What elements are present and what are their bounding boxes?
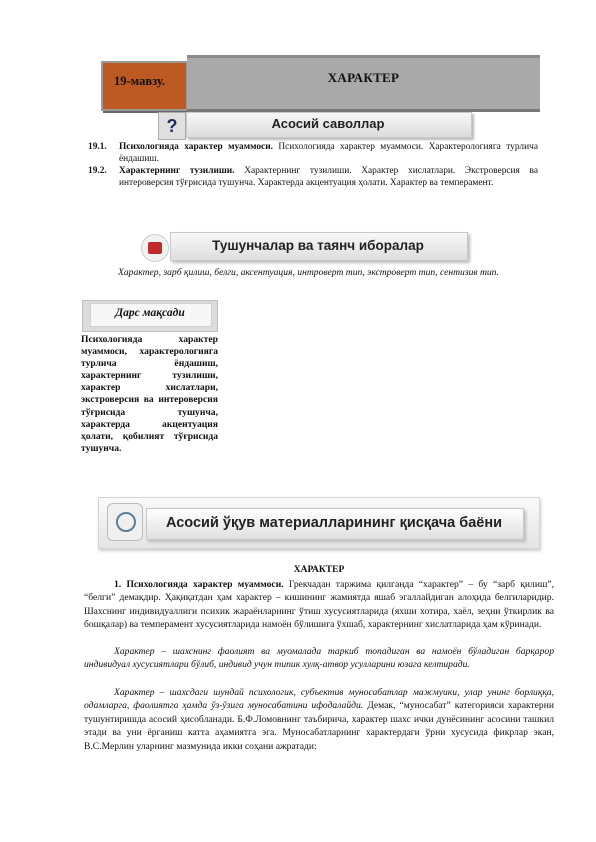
question-text (119, 142, 538, 165)
question-heading: Психологияда характер муаммоси. (119, 142, 273, 152)
concepts-banner-title: Тушунчалар ва таянч иборалар (212, 238, 424, 253)
paragraph-1 (84, 578, 554, 632)
section-title: ХАРАКТЕР (293, 565, 345, 575)
paragraph-heading: 1. Психологияда характер муаммоси. (114, 579, 284, 590)
question-body: Психологияда характер муаммоси. Характерологияга турлича ёндашиш. (119, 142, 538, 164)
lock-icon (141, 234, 169, 262)
concepts-text: Характер, зарб қилиш, белги, аксентуация, интроверт тип, экстроверт тип, сентизив тип. (118, 267, 499, 278)
question-heading: Характернинг тузилиши. (119, 166, 235, 176)
question-number: 19.2. (88, 166, 107, 176)
page-title: ХАРАКТЕР (327, 70, 400, 85)
paragraph-3 (84, 686, 554, 753)
question-item (88, 142, 538, 166)
question-text (119, 166, 538, 189)
paragraph-2: Характер – шахснинг фаолият ва муомалада таркиб топадиган ва намоён бўладиган барқарор индивидуал хусусиятлари бўлиб, индивид учун типик хулқ-атвор усулларини юзага келтиради. (84, 646, 554, 671)
questions-banner-title: Асосий саволлар (271, 116, 385, 131)
question-number: 19.1. (88, 142, 107, 152)
question-body: Характернинг тузилиши. Характер хислатлари. Экстроверсия ва интероверсия тўғрисида тушунча. Характерда акцентуация ҳолати. Характер ва темперамент. (119, 166, 538, 188)
question-item (88, 166, 538, 202)
goal-label: Дарс мақсади (115, 307, 185, 319)
goal-text: Психологияда характер муаммоси, характерологияга турлича ёндашиш, характернинг тузилиши, характер хислатлари, экстроверсия ва интероверсия тўғрисида тушунча, характерда акцентуация ҳолати, қобилият тўғрисида тушунча. (81, 334, 218, 454)
study-banner-title: Асосий ўқув материалларининг қисқача баёни (165, 515, 503, 531)
paragraph-1-text: Грекчадан таржима қилганда “характер” – бу “зарб қилиш”, “белги” демакдир. Ҳақиқатдан ҳам характер – кишининг жамиятда яшаб эгаллайдиган алоҳида белгиларидир. Шахснинг индивидуаллиги психик жараёнларнинг ўтиш хусусиятларида (яхши хотира, хаёл, зеҳни ўткирлик ва бошқалар) ва темперамент хусусиятларида намоён бўлишига ўхшаб, характернинг хислатларида ҳам кўринади. (84, 579, 554, 631)
question-mark-icon: ? (158, 112, 186, 140)
paragraph-3-text: Демак, “муносабат” категорияси характерни тушунтиришда асосий ҳисобланади. Б.Ф.Ломовнинг таъбирича, характер шахс ички дунёсининг асосини ташкил этади ва уни ёрганиш катта аҳамиятга эга. Муносабатларнинг характердаги ўрни хусусида фикрлар экан, В.С.Мерлин уларнинг мазмунида икки соҳани ажратади: (84, 700, 554, 752)
topic-label: 19-мавзу. (114, 74, 165, 88)
paragraph-3-definition: Характер – шахсдаги шундай психологик, субъектив муносабатлар мажмуики, улар унинг борлиққа, одамларга, фаолиятга ҳамда ўз-ўзига муносабатини ифодалайди. (84, 687, 554, 712)
disc-icon (107, 503, 143, 541)
